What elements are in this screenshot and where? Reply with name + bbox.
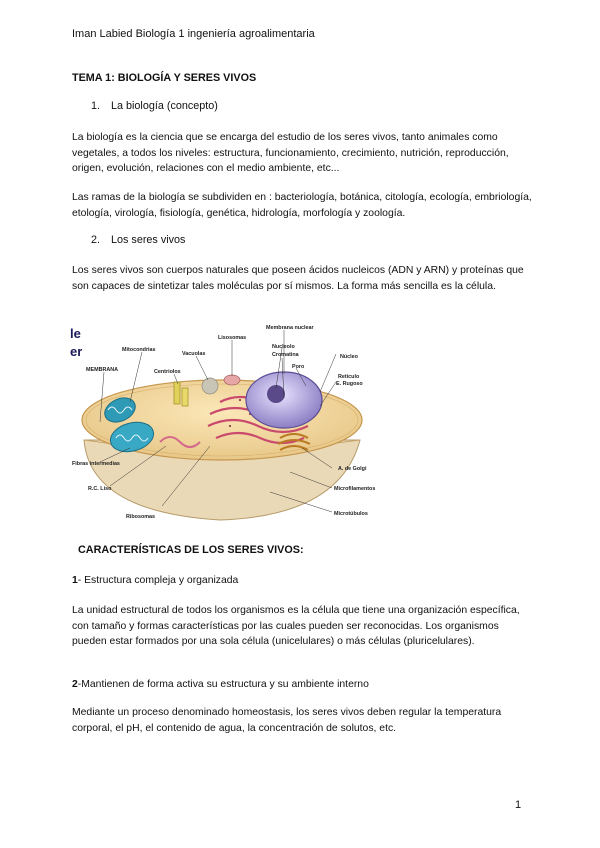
label-microtubules: Microtúbulos	[334, 511, 368, 517]
label-smooth-er: R.C. Liso	[88, 486, 112, 492]
label-nucleolus: Nucleolo	[272, 344, 295, 350]
label-golgi: A. de Golgi	[338, 466, 367, 472]
animal-cell-diagram	[70, 322, 388, 525]
section-heading-2	[91, 234, 185, 246]
paragraph-biology-branches: Las ramas de la biología se subdividen en : bacteriología, botánica, citología, ecología, embriología, etología, virología, fisiología, genética, hidrología, morfología y zoología.	[72, 192, 532, 219]
section-number: 1.	[91, 100, 101, 112]
characteristic-label: - Estructura compleja y organizada	[77, 575, 239, 586]
label-mitochondria: Mitocondrias	[122, 347, 156, 353]
paragraph-living-beings: Los seres vivos son cuerpos naturales que poseen ácidos nucleicos (ADN y ARN) y proteínas que son capaces de sintetizar tales moléculas por sí mismos. La forma más sencilla es la célula.	[72, 265, 524, 292]
characteristic-label: -Mantienen de forma activa su estructura y su ambiente interno	[77, 679, 369, 690]
section-label: Los seres vivos	[111, 234, 186, 246]
characteristic-number: 1	[72, 575, 78, 586]
paragraph-cell-structure: La unidad estructural de todos los organismos es la célula que tiene una organización específica, con tamaño y formas características por las cuales pueden ser reconocidas. Los organismos pueden estar formados por una sola célula (unicelulares) o más células (pluricelulares).	[72, 605, 520, 648]
label-lysosomes: Lisosomas	[218, 335, 247, 341]
label-membrane: MEMBRANA	[86, 367, 119, 373]
label-pore: Poro	[292, 364, 305, 370]
section-heading-1	[91, 100, 218, 112]
section-number: 2.	[91, 234, 101, 246]
label-nuclear-membrane: Membrana nuclear	[266, 325, 314, 331]
vacuole	[202, 378, 218, 394]
chapter-title: TEMA 1: BIOLOGÍA Y SERES VIVOS	[72, 72, 257, 84]
page-number: 1	[515, 799, 522, 811]
characteristics-title: CARACTERÍSTICAS DE LOS SERES VIVOS:	[78, 544, 304, 556]
label-reticulum: Retículo	[338, 374, 360, 380]
page-header: Iman Labied Biología 1 ingeniería agroalimentaria	[72, 28, 315, 40]
label-microfilaments: Microfilamentos	[334, 486, 376, 492]
label-ribosomes: Ribosomas	[126, 514, 156, 520]
characteristic-1-heading	[72, 573, 238, 589]
figure-corner-text-2: er	[70, 344, 83, 359]
lysosome	[224, 375, 240, 385]
nucleus	[246, 372, 322, 428]
figure-corner-text-1: le	[70, 326, 81, 341]
characteristic-2-heading	[72, 677, 369, 693]
label-centrioles: Centriolos	[154, 369, 181, 375]
label-intermediate-fibers: Fibras intermedias	[72, 461, 120, 467]
paragraph-homeostasis: Mediante un proceso denominado homeostasis, los seres vivos deben regular la temperatura corporal, el pH, el contenido de agua, la concentración de solutos, etc.	[72, 707, 502, 734]
characteristic-number: 2	[72, 679, 78, 690]
label-vacuoles: Vacuolas	[182, 351, 206, 357]
section-label: La biología (concepto)	[111, 100, 218, 112]
label-chromatin: Cromatina	[272, 352, 299, 358]
label-nucleus: Núcleo	[340, 354, 358, 360]
label-rough-er: E. Rugoso	[336, 381, 363, 387]
paragraph-biology-definition: La biología es la ciencia que se encarga del estudio de los seres vivos, tanto animales como vegetales, a todos los niveles: estructura, funcionamiento, crecimiento, nutrición, reproducción, origen, evolución, relaciones con el medio ambiente, etc...	[72, 132, 509, 175]
